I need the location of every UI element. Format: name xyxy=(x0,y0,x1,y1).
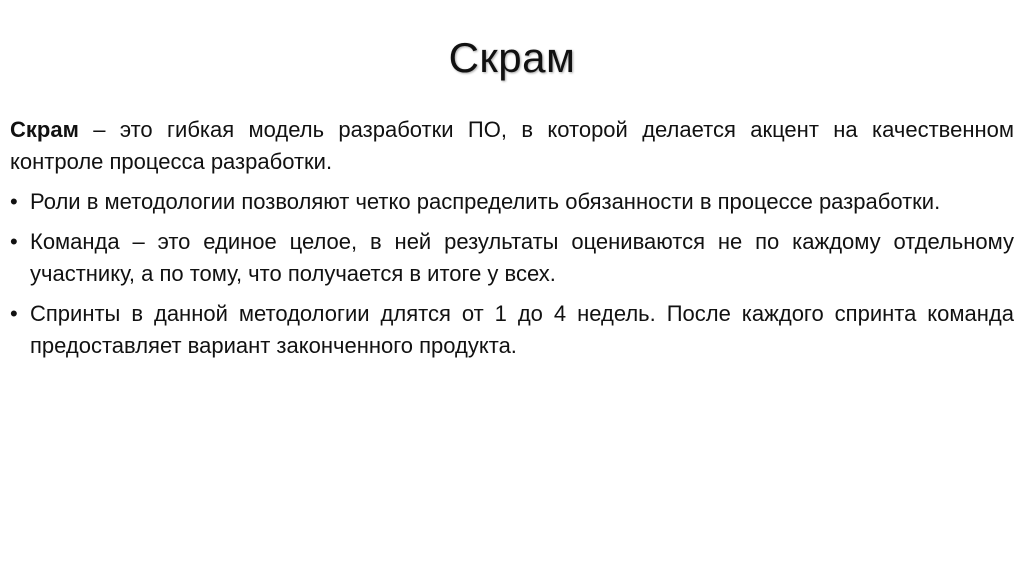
bullet-text: Роли в методологии позволяют четко распределить обязанности в процессе разработки. xyxy=(30,189,941,214)
bullet-icon: • xyxy=(10,301,18,326)
bullet-list xyxy=(10,186,1014,362)
slide-title: Скрам xyxy=(448,34,576,81)
bullet-text: Спринты в данной методологии длятся от 1 до 4 недель. После каждого спринта команда предоставляет вариант законченного продукта. xyxy=(30,301,1014,358)
bullet-item xyxy=(10,186,1014,218)
bullet-icon: • xyxy=(10,189,18,214)
bullet-icon: • xyxy=(10,229,18,254)
bullet-item xyxy=(10,298,1014,362)
slide-content xyxy=(10,114,1014,370)
bullet-item xyxy=(10,226,1014,290)
bullet-text: Команда – это единое целое, в ней результаты оцениваются не по каждому отдельному участнику, а по тому, что получается в итоге у всех. xyxy=(30,229,1014,286)
intro-text: – это гибкая модель разработки ПО, в которой делается акцент на качественном контроле процесса разработки. xyxy=(10,117,1014,174)
intro-paragraph xyxy=(10,114,1014,178)
intro-term: Скрам xyxy=(10,117,79,142)
